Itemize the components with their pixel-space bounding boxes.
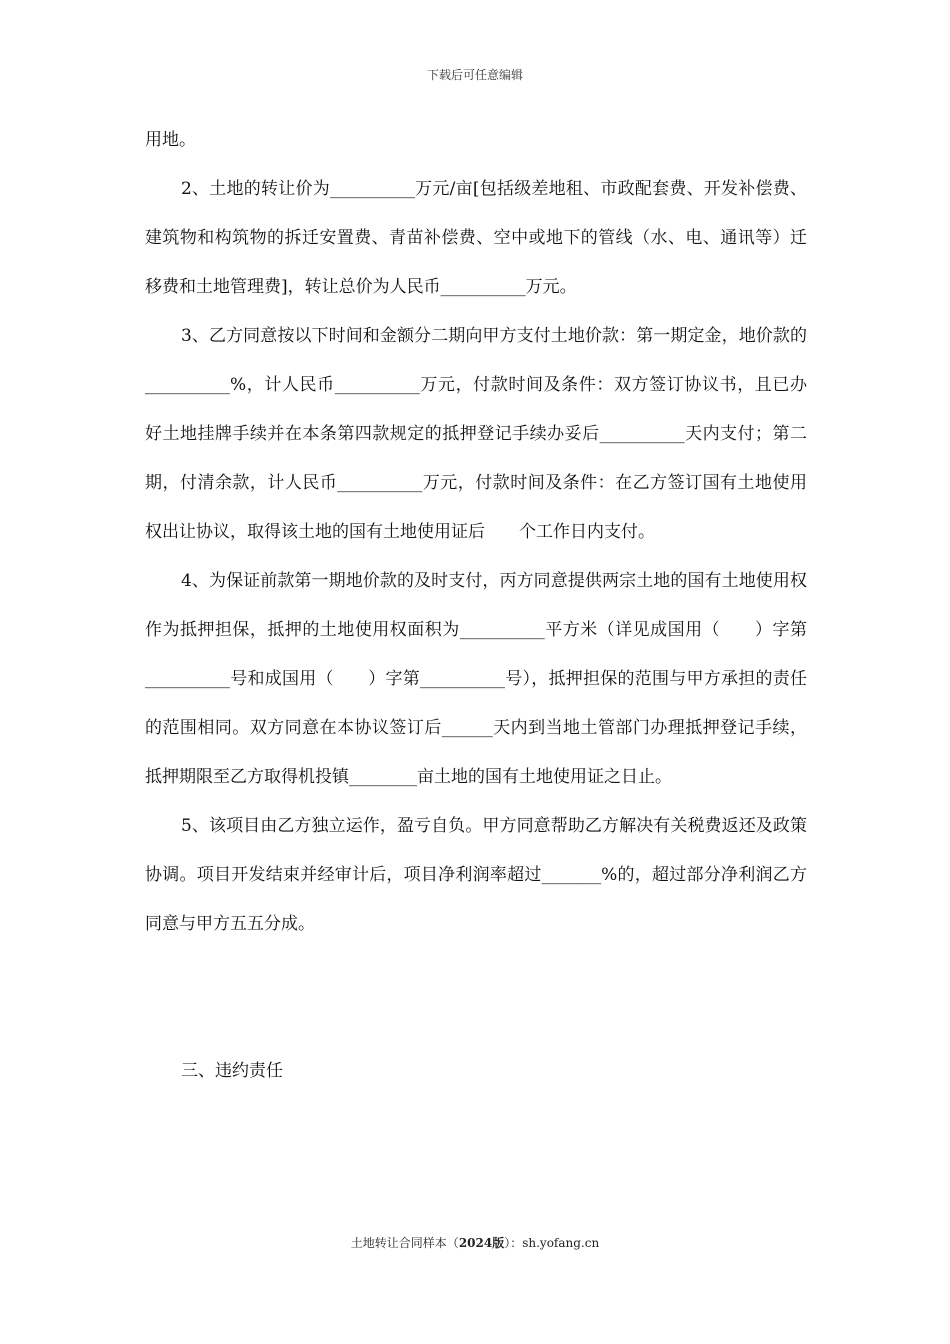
page-footer — [0, 1234, 950, 1251]
footer-prefix: 土地转让合同样本（ — [350, 1236, 459, 1250]
header-text: 下载后可任意编辑 — [426, 68, 523, 82]
paragraph-continuation: 用地。 — [145, 130, 196, 150]
page-header — [0, 66, 950, 83]
paragraph-clause-3: 3、乙方同意按以下时间和金额分二期向甲方支付土地价款：第一期定金，地价款的__________%，计人民币__________万元，付款时间及条件：双方签订协议书，且已办好土地挂牌手续并在本条第四款规定的抵押登记手续办妥后__________天内支付；第二期，付清余款，计人民币__________万元，付款时间及条件：在乙方签订国有土地使用权出让协议，取得该土地的国有土地使用证后 个工作日内支付。 — [145, 326, 807, 542]
section-title: 三、违约责任 — [181, 1061, 283, 1081]
paragraph-clause-2: 2、土地的转让价为__________万元/亩[包括级差地租、市政配套费、开发补偿费、建筑物和构筑物的拆迁安置费、青苗补偿费、空中或地下的管线（水、电、通讯等）迁移费和土地管理费]，转让总价为人民币__________万元。 — [145, 179, 807, 297]
section-spacer — [145, 949, 807, 1047]
footer-suffix: ）：sh.yofang.cn — [504, 1236, 600, 1250]
footer-year-label: 2024版 — [458, 1236, 505, 1250]
paragraph-clause-5: 5、该项目由乙方独立运作，盈亏自负。甲方同意帮助乙方解决有关税费返还及政策协调。项目开发结束并经审计后，项目净利润率超过_______%的，超过部分净利润乙方同意与甲方五五分成。 — [145, 816, 807, 934]
paragraph-clause-4: 4、为保证前款第一期地价款的及时支付，丙方同意提供两宗土地的国有土地使用权作为抵押担保，抵押的土地使用权面积为__________平方米（详见成国用（ ）字第__________号和成国用（ ）字第__________号），抵押担保的范围与甲方承担的责任的范围相同。双方同意在本协议签订后______天内到当地土管部门办理抵押登记手续，抵押期限至乙方取得机投镇________亩土地的国有土地使用证之日止。 — [145, 571, 807, 787]
document-body — [145, 116, 807, 1096]
